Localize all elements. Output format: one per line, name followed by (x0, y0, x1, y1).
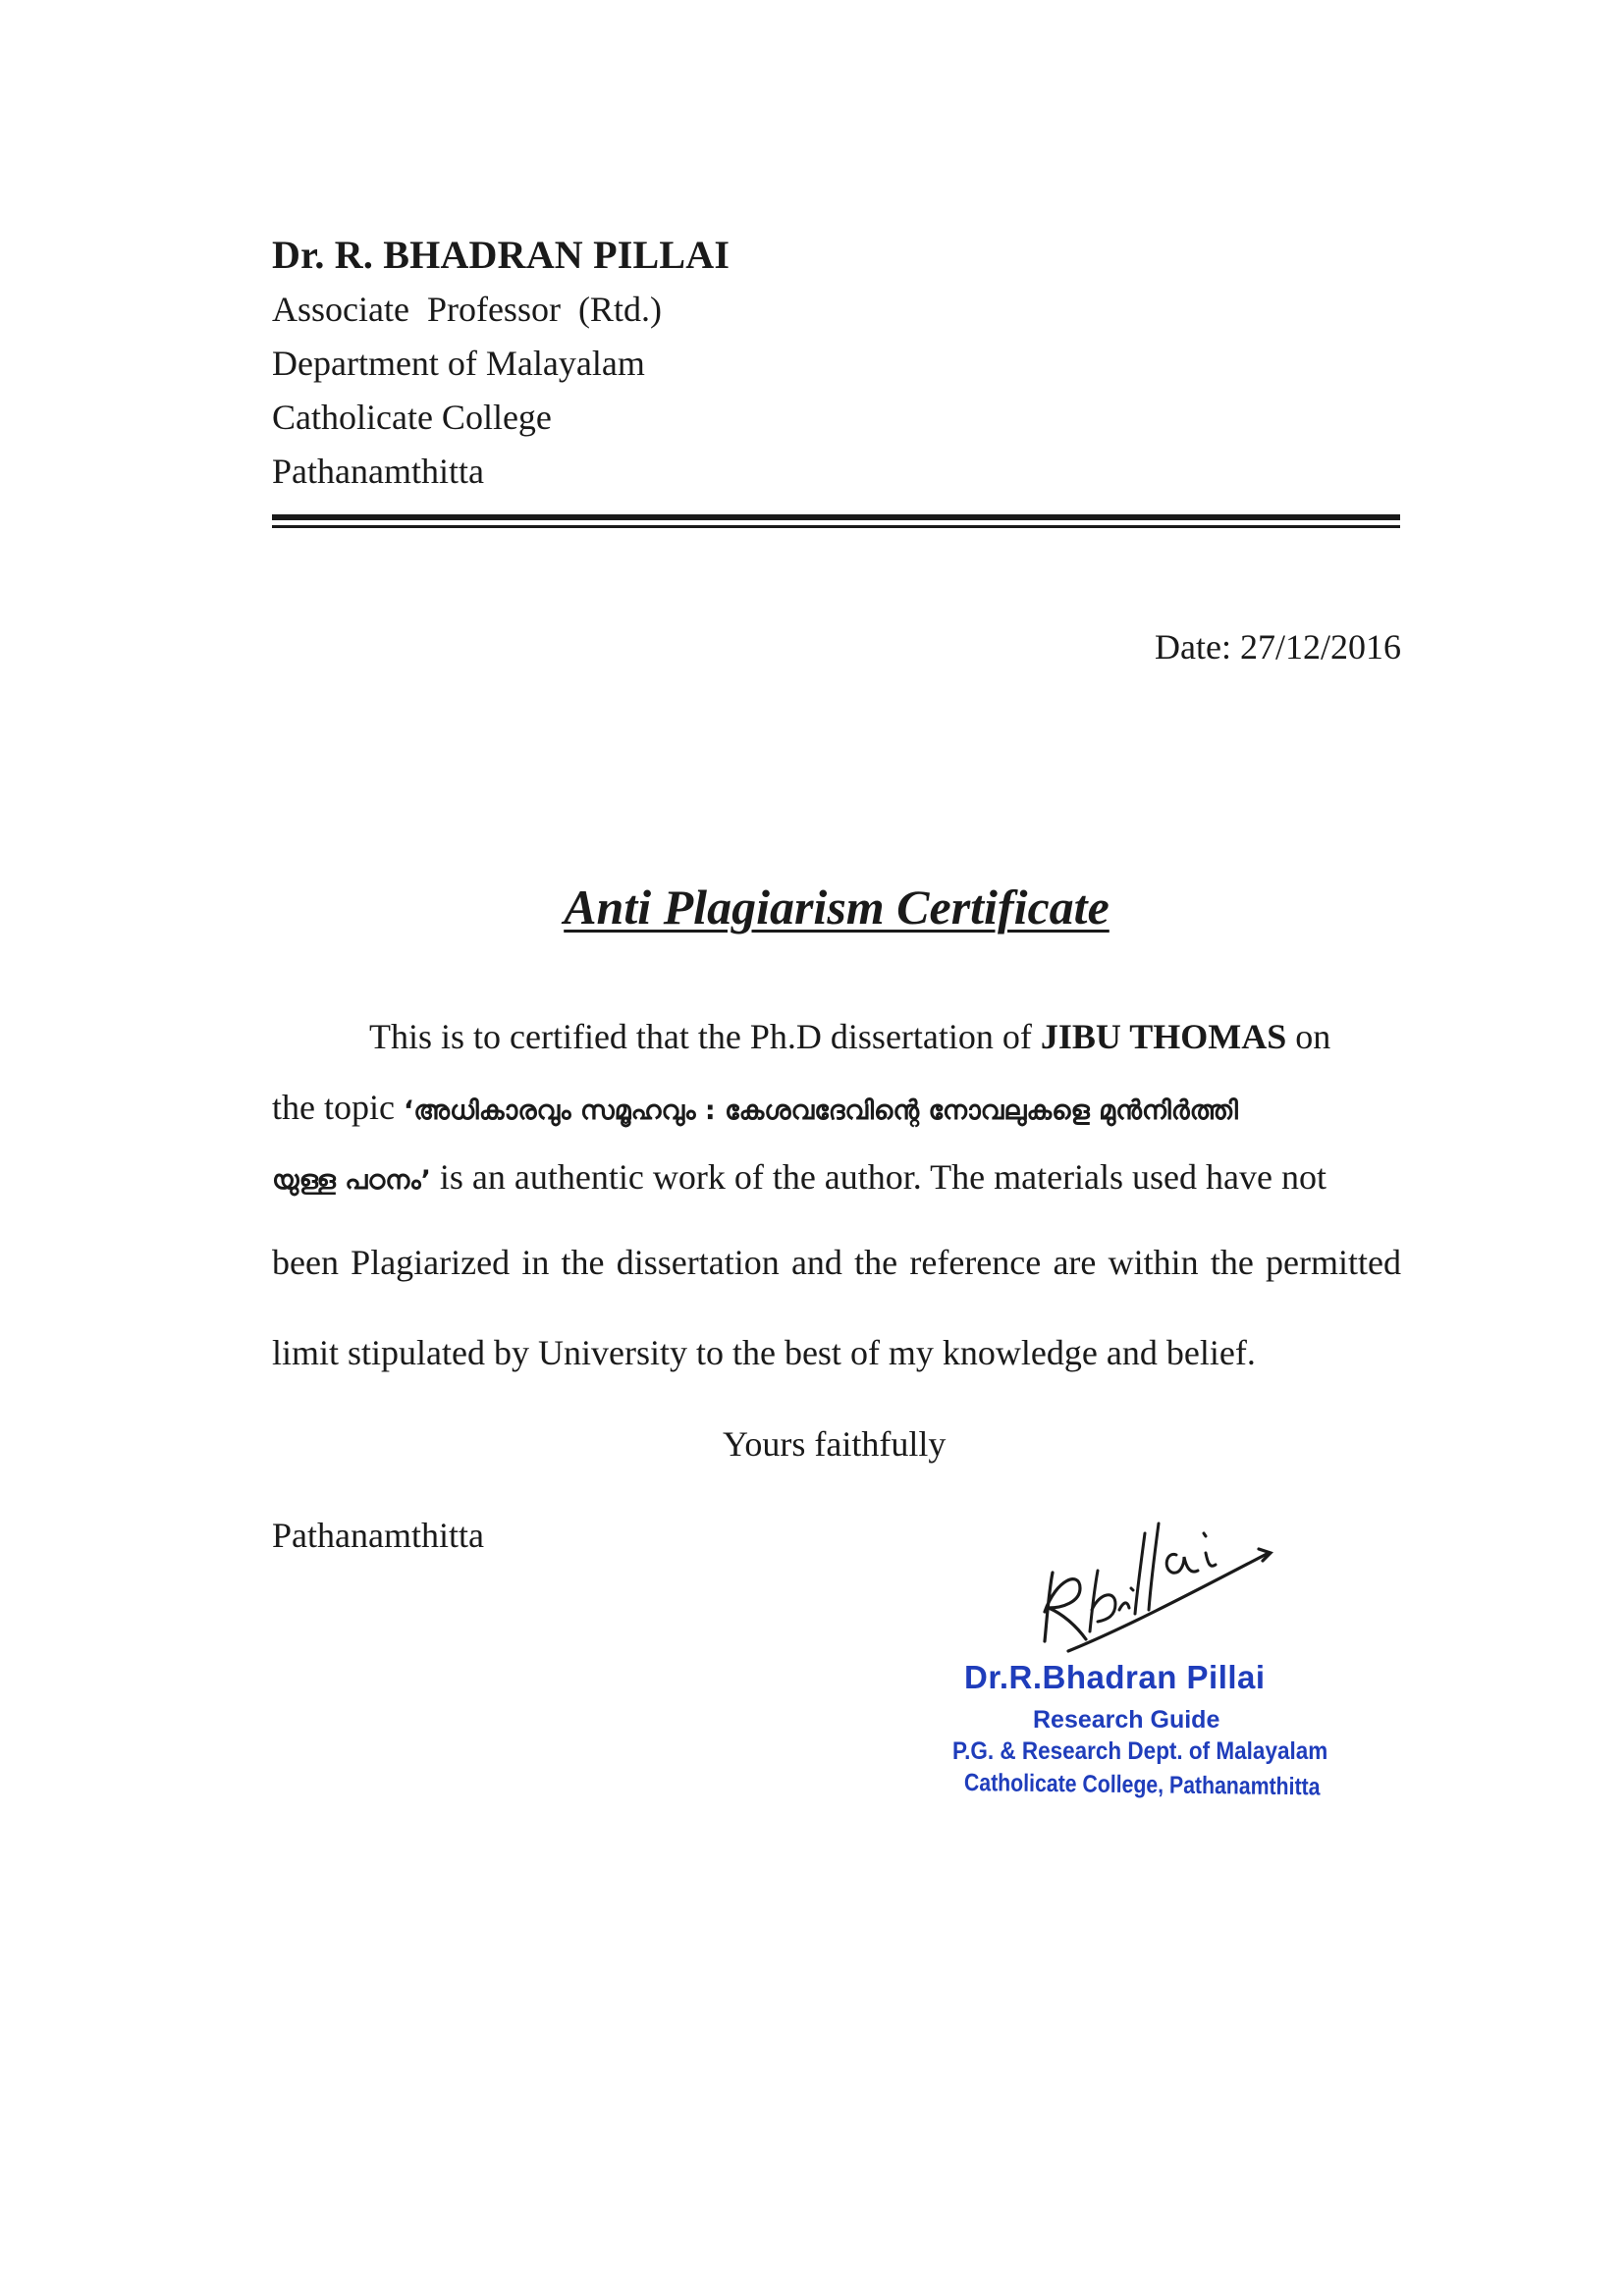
stamp-role: Research Guide (1033, 1706, 1220, 1734)
letterhead-designation: Associate Professor (Rtd.) (272, 290, 662, 329)
body-line-1 (272, 1016, 1401, 1057)
body-line-3-post: is an authentic work of the author. The materials used have not (430, 1157, 1326, 1197)
date-line: Date: 27/12/2016 (1155, 627, 1401, 667)
stamp-department: P.G. & Research Dept. of Malayalam (952, 1737, 1328, 1765)
letterhead-college: Catholicate College (272, 398, 552, 437)
topic-title-part-1: ‘അധികാരവും സമൂഹവും : കേശവദേവിന്റെ നോവലുകളെ മുൻനിർത്തി (403, 1095, 1238, 1126)
letterhead-divider-thin (272, 525, 1400, 528)
body-line-4: been Plagiarized in the dissertation and the reference are within the permitted (272, 1243, 1401, 1282)
stamp-college: Catholicate College, Pathanamthitta (963, 1769, 1321, 1801)
letterhead-city: Pathanamthitta (272, 452, 484, 491)
topic-title-part-2: യുള്ള പഠനം’ (272, 1165, 431, 1196)
place-of-signing: Pathanamthitta (272, 1516, 484, 1555)
letterhead-name: Dr. R. BHADRAN PILLAI (272, 233, 731, 277)
body-line-2-pre: the topic (272, 1088, 404, 1127)
stamp-name: Dr.R.Bhadran Pillai (964, 1659, 1266, 1695)
candidate-name: JIBU THOMAS (1040, 1017, 1287, 1056)
closing-salutation: Yours faithfully (723, 1424, 947, 1464)
handwritten-signature (1029, 1494, 1284, 1671)
body-line-1-pre: This is to certified that the Ph.D dissertation of (369, 1017, 1041, 1056)
letterhead (272, 228, 1401, 499)
letterhead-divider-thick (272, 514, 1400, 520)
certificate-title: Anti Plagiarism Certificate (564, 880, 1110, 934)
letterhead-department: Department of Malayalam (272, 344, 645, 383)
body-line-3 (272, 1156, 1401, 1198)
body-line-2 (272, 1087, 1401, 1128)
body-line-5: limit stipulated by University to the best of my knowledge and belief. (272, 1333, 1256, 1372)
body-line-1-post: on (1286, 1017, 1331, 1056)
